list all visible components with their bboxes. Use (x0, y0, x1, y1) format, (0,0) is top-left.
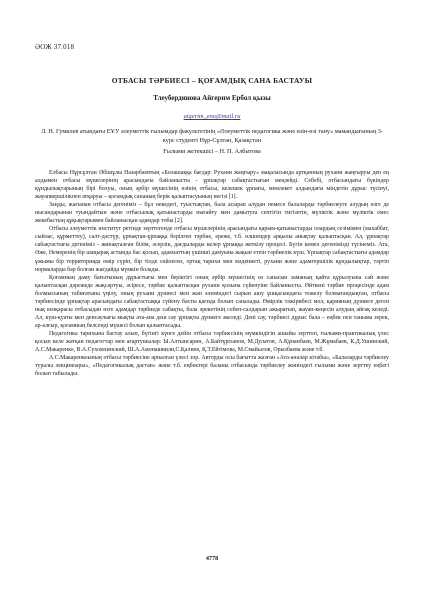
author-name: Тлеубердинова Айгерим Ербол қызы (153, 94, 271, 102)
body-paragraph-4: Қоғамның даму бағытының дұрыстығы мен беріктігі оның әрбір мүшесінің өз санасын заманың қайта құрылуына сай және қалыптасқан дәрежеде жақсартуы, әсіресе, тәрбие қалыптасқан рухани қолына сүйенуіне байланысты. Өйткені тәрбие процесінде адам болмысының табиғатына үңілу, оның рухани дүниесі мен жан әлеміндегі сырын ашу ұшқасындағы тежелу болмағандықтан, отбасы тәрбиесінде ұрпақтар арасындағы сабақтастыққа сүйену басты қағида болып саналады. Өмірлік тәжірибесі мол, қарияның дүниеге деген нық көзқарасы отбасыдан өзге адамдар тәрбиеде сабақты, бала әрекетінің себеп-салдарын ажыратып, жауап-кеңесін алудың айғақ келеді. Ал, күш-қуаты мен денсаулығы мықты ата-ана деш сау ұрпақты дүниеге әкеледі. Дені сау, тәрбиесі дұрыс бала – еңбек пен таныма зерек, ар-алғыр, қоғамның белсенді мүшесі болып қалыптасады. (35, 274, 389, 329)
author-affiliation: Л. Н. Гумилев атындағы ЕҰУ әлеуметтік ғылымдар факультетінің «Әлеуметтік педагогика және өзін-өзі тану» мамандығының 3- курс студенті Нұр-Сұлтан, Қазақстан (41, 128, 383, 144)
body-paragraph-1: Елбасы Нұрсұлтан Әбішұлы Назарбаевтың «Болашаққа бағдар: Рухани жаңғыру» мақаласында артқанның рухани жаңғыруы деп ең алдымен отбасы мүшелерінің арасындағы байланысты - ұрпақтар сабақтастығын меңзейді. Себебі, отбасындағы бүкіндер құндылықтарының бірі болуы, оның әрбір мүшесінің өзінің отбасы, келешек ұрпағы, мемлекет алдындағы міндетін дұрыс түсінуі, жауапкершілікпен атқаруы – қоғамдық сананың берік қалыптасуының негізі [1]. (35, 170, 389, 201)
body-paragraph-6: А.С.Макаренкоының отбасы тәрбиесіне арналған үлесі зор. Авторды осы бағытта жазған «Ата-аналар кітабы», «Балаларды тәрбиелеу туралы лекциялары», «Педагогикалық дастан» және т.б. еңбектері баланы отбасында тәрбиелеу жөніндегі ғылыми және зерттеу еңбегі болып табылады. (35, 355, 389, 378)
article-title: ОТБАСЫ ТӘРБИЕСІ – ҚОҒАМДЫҚ САНА БАСТАУЫ (111, 76, 313, 85)
body-paragraph-2: Заңды, жағынан отбасы дегеніміз – бұл некедегі, туыстықтан, бала асырап алудан немесе балаларды тәрбиелеуге алудың өзге де нысандарынан туындайтын және отбасылық қатынастарды нығайту мен дамытуға септігін тигізетін, мүліктік және мүліктік емес жекебастың құқықтарымен байланысқан адамдар тобы [2]. (35, 202, 389, 225)
udc-code: ӘОЖ 37.018 (35, 43, 75, 51)
author-email-link[interactable]: aigerim_enu@mail.ru (183, 113, 241, 120)
body-paragraph-5: Педагогика тарихына бастау алып, бүгінгі күнге дейін отбасы тәрбиесінің мүмкіндігін ашыйы зерттеп, ғылыми-практикалық үлес қосып келе жатқан педагогтар мен ағартушылар: Ы.Алтынсарин, А.Байтұрсынов, М.Дулатов, А.Құнанбаев, М.Жұмабаев, К.Д.Ушинский, А.С.Макаренко, В.А.Сухомлинский, Ш.А.Амонашвили,С.Қалиев, Қ.Т.Ейтімова, М.Смайылов, Орызбаева және т.б. (35, 330, 389, 354)
body-paragraph-3: Отбасы әлеуметтік институт ретінде зерттегенде отбасы мүшелерінің арасындағы қарым-қатынастарды олардың сезімімен (махаббат, сыйлас, құрметтеу), салт-дәстүр, ұрпақтан-ұрпаққа берілген тәрбие, ереже, т.б. өлшемдер арқылы анықтау қалыптасқан. Ал, ұрпақтар сабақтастығы дегеніміз - жинақталған білім, әсерлік, дағдыларды келер ұрпаққа жеткізу процесі. Бүгін кемел дегенімізді түсінеміз. Ата, Әже, Немеренің бір шаңырақ астында бас қосып, адамзаттың үшінші дамуына жақын етеін тәрбиелік күш. Ұрпақтар сабақтастығы адамдар ұжымы бір территорияда өмір сүріп, бір тілде сөйлеген, ортақ тарихи мен мәдениеті, рухани және адамгершілік құндылықтар, тәртіп нормаларды бар болған жағдайда мүмкін болады. (35, 226, 389, 273)
supervisor-line: Ғылыми жетекшісі – Н. П. Албытова (163, 148, 261, 155)
page-number: 4778 (205, 555, 219, 562)
article-body (35, 169, 389, 378)
